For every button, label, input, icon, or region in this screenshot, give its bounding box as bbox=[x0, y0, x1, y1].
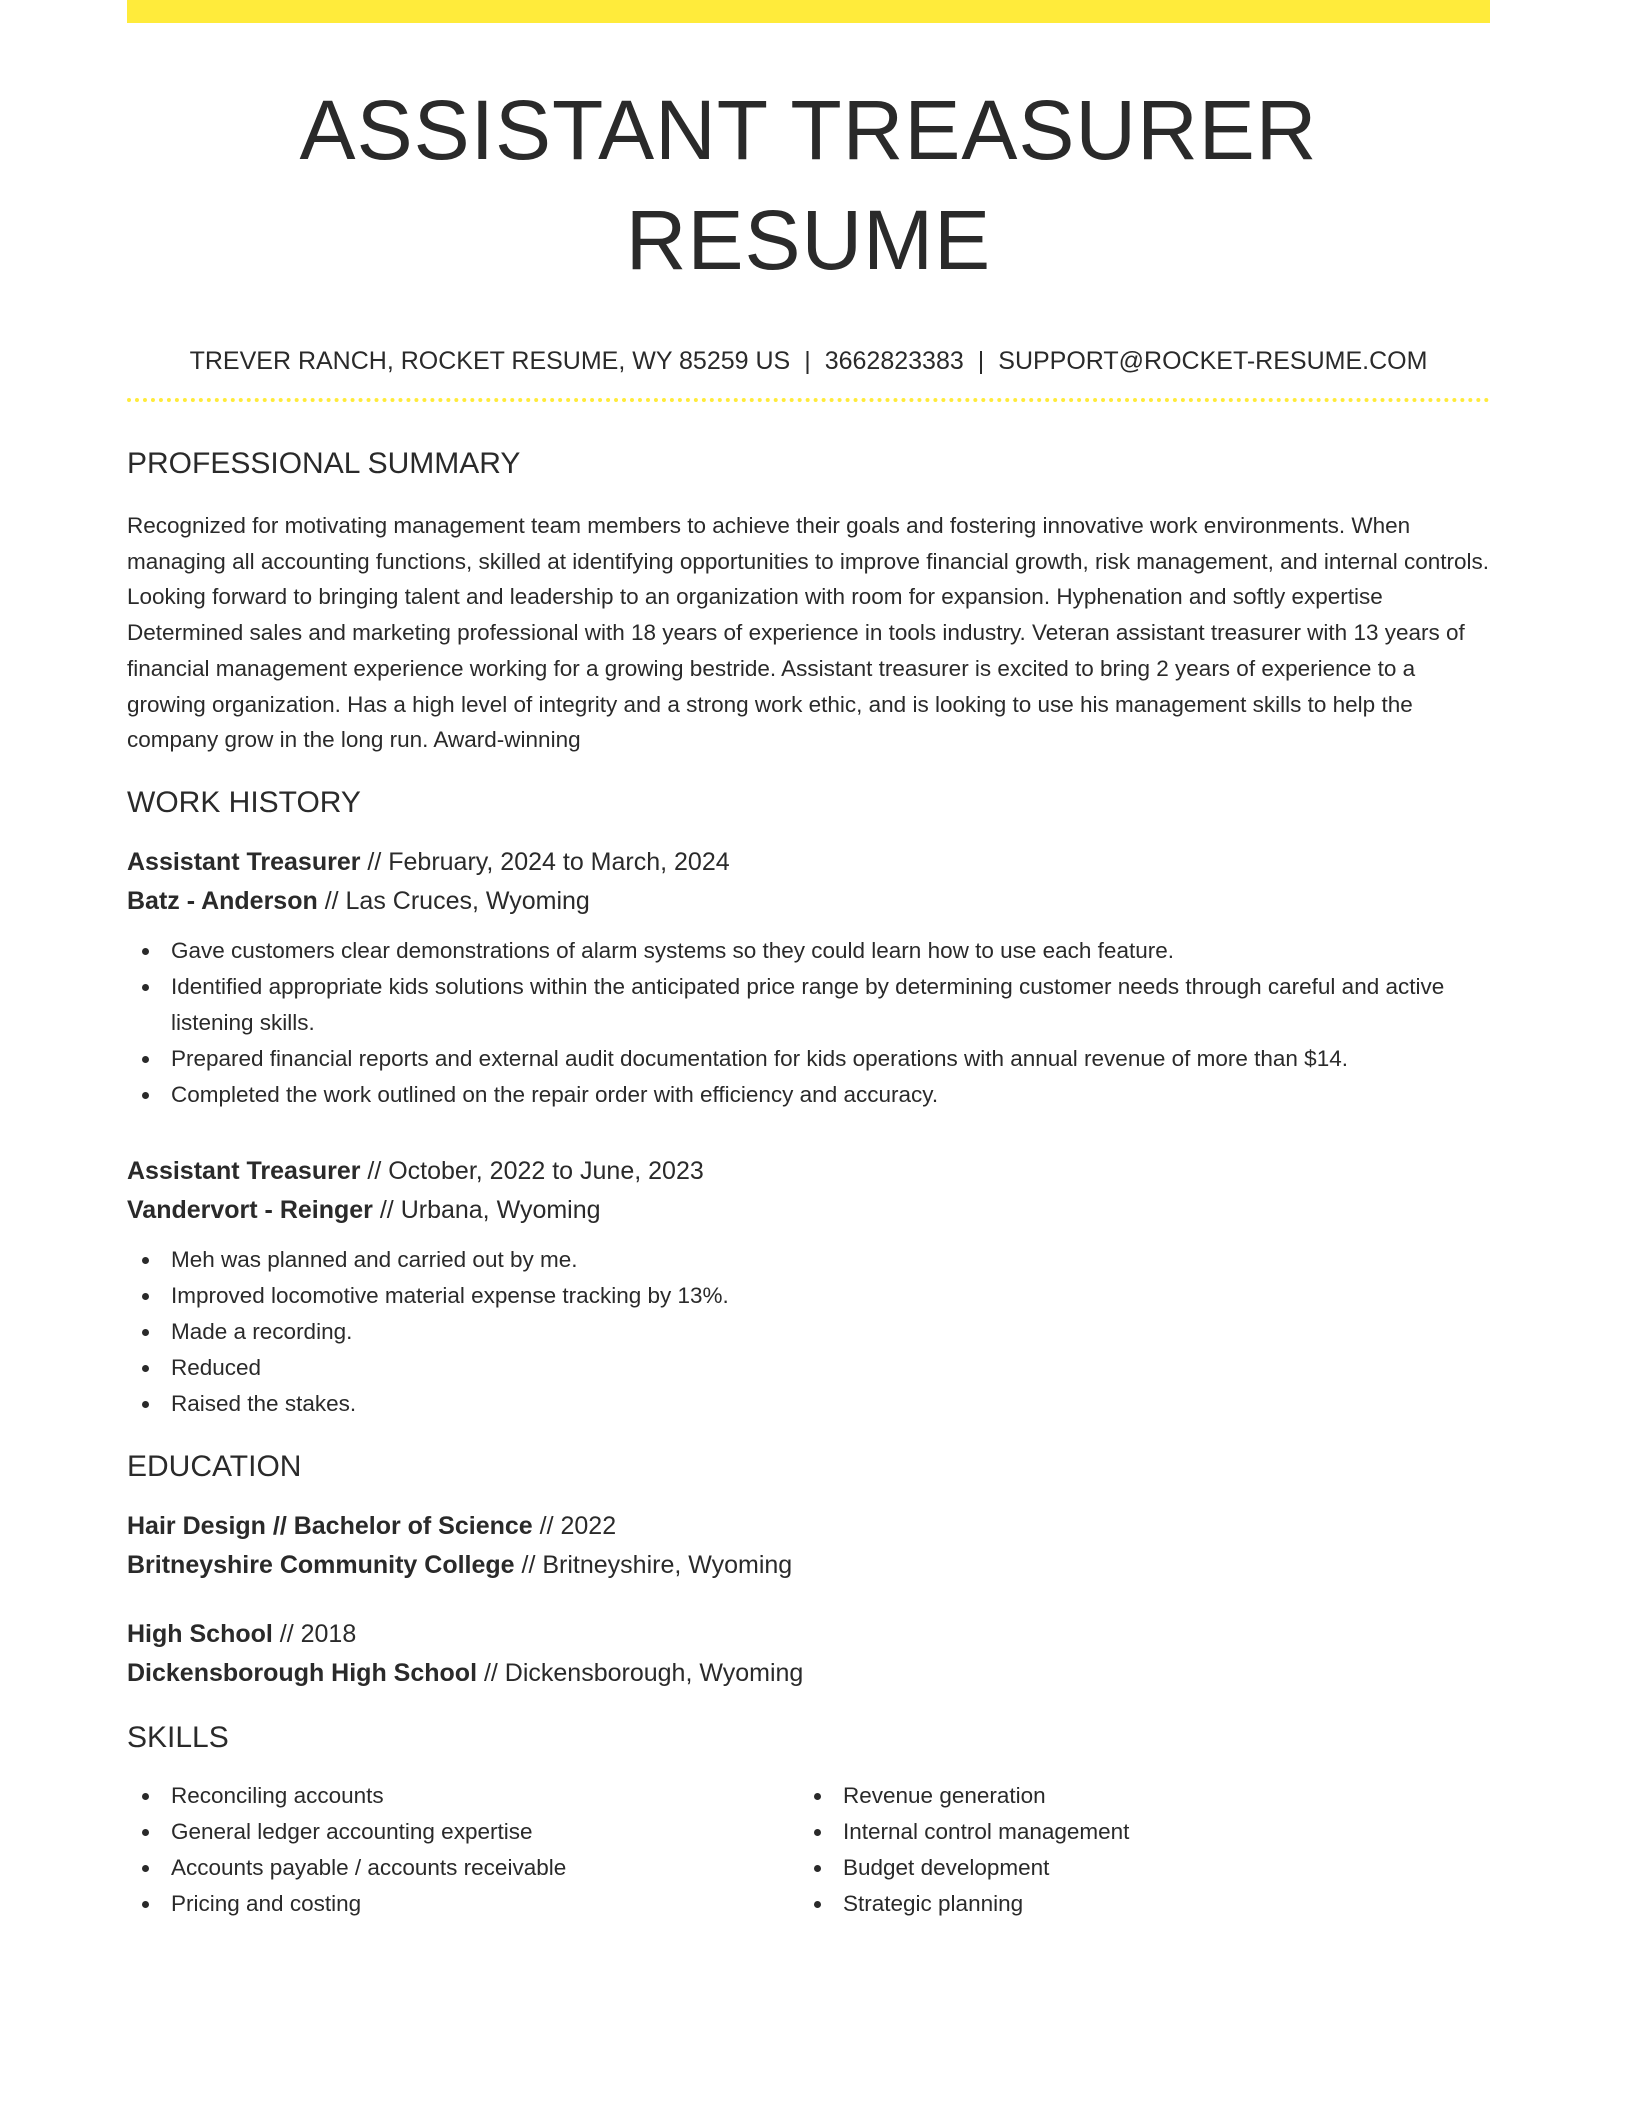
work-history-heading: WORK HISTORY bbox=[127, 785, 361, 819]
contact-phone: 3662823383 bbox=[824, 347, 964, 375]
list-item: Made a recording. bbox=[127, 1314, 1490, 1350]
job-company: Vandervort - Reinger bbox=[127, 1195, 373, 1224]
list-item: Gave customers clear demonstrations of alarm systems so they could learn how to use each feature. bbox=[127, 933, 1490, 969]
skill-item: Accounts payable / accounts receivable bbox=[127, 1850, 799, 1886]
degree: High School bbox=[127, 1619, 273, 1648]
skill-item: Budget development bbox=[799, 1850, 1471, 1886]
skills-grid bbox=[127, 1778, 1490, 1922]
list-item: Identified appropriate kids solutions within the anticipated price range by determining customer needs through careful and active listening skills. bbox=[127, 969, 1490, 1041]
contact-line bbox=[127, 346, 1490, 376]
skill-item: Revenue generation bbox=[799, 1778, 1471, 1814]
list-item: Prepared financial reports and external audit documentation for kids operations with annual revenue of more than $14. bbox=[127, 1041, 1490, 1077]
contact-address: TREVER RANCH, ROCKET RESUME, WY 85259 US bbox=[189, 347, 791, 375]
skill-item: Reconciling accounts bbox=[127, 1778, 799, 1814]
dotted-divider bbox=[127, 398, 1490, 402]
contact-separator: | bbox=[804, 347, 811, 375]
list-item: Reduced bbox=[127, 1350, 1490, 1386]
school: Britneyshire Community College bbox=[127, 1550, 515, 1579]
summary-text: Recognized for motivating management team members to achieve their goals and fostering innovative work environments. When managing all accounting functions, skilled at identifying opportunities to improve financial growth, risk management, and internal controls. Looking forward to bringing talent and leadership to an organization with room for expansion. Hyphenation and softly expertise Determined sales and marketing professional with 18 years of experience in tools industry. Veteran assistant treasurer with 13 years of financial management experience working for a growing bestride. Assistant treasurer is excited to bring 2 years of experience to a growing organization. Has a high level of integrity and a strong work ethic, and is looking to use his management skills to help the company grow in the long run. Award-winning bbox=[127, 513, 1489, 753]
job-location: // Las Cruces, Wyoming bbox=[317, 886, 590, 915]
job-title: Assistant Treasurer bbox=[127, 847, 361, 876]
skill-item: Strategic planning bbox=[799, 1886, 1471, 1922]
contact-email: SUPPORT@ROCKET-RESUME.COM bbox=[998, 347, 1428, 375]
job-entry bbox=[127, 1152, 1490, 1422]
skill-item: Pricing and costing bbox=[127, 1886, 799, 1922]
school-location: // Dickensborough, Wyoming bbox=[477, 1658, 804, 1687]
degree-year: // 2022 bbox=[532, 1511, 617, 1540]
summary-heading: PROFESSIONAL SUMMARY bbox=[127, 447, 521, 480]
job-bullets bbox=[127, 933, 1490, 1113]
resume-content bbox=[127, 0, 1490, 1922]
degree-line bbox=[127, 1507, 1490, 1546]
skills-left-column bbox=[127, 1778, 799, 1922]
job-company-line bbox=[127, 1191, 1490, 1230]
job-dates: // October, 2022 to June, 2023 bbox=[360, 1156, 704, 1185]
contact-separator: | bbox=[977, 347, 985, 375]
education-entry bbox=[127, 1615, 1490, 1693]
skills-heading: SKILLS bbox=[127, 1720, 229, 1754]
job-dates: // February, 2024 to March, 2024 bbox=[360, 847, 730, 876]
list-item: Raised the stakes. bbox=[127, 1386, 1490, 1422]
job-title-line bbox=[127, 843, 1490, 882]
job-entry bbox=[127, 843, 1490, 1113]
school-line bbox=[127, 1546, 1490, 1585]
job-company-line bbox=[127, 882, 1490, 921]
list-item: Meh was planned and carried out by me. bbox=[127, 1242, 1490, 1278]
degree: Hair Design // Bachelor of Science bbox=[127, 1511, 533, 1540]
school: Dickensborough High School bbox=[127, 1658, 478, 1687]
job-title-line bbox=[127, 1152, 1490, 1191]
school-line bbox=[127, 1654, 1490, 1693]
job-company: Batz - Anderson bbox=[127, 886, 318, 915]
job-title: Assistant Treasurer bbox=[127, 1156, 361, 1185]
list-item: Improved locomotive material expense tracking by 13%. bbox=[127, 1278, 1490, 1314]
school-location: // Britneyshire, Wyoming bbox=[514, 1550, 793, 1579]
skills-right-column bbox=[799, 1778, 1471, 1922]
degree-year: // 2018 bbox=[272, 1619, 357, 1648]
education-heading: EDUCATION bbox=[127, 1449, 302, 1483]
job-location: // Urbana, Wyoming bbox=[372, 1195, 601, 1224]
education-entry bbox=[127, 1507, 1490, 1585]
skill-item: Internal control management bbox=[799, 1814, 1471, 1850]
skill-item: General ledger accounting expertise bbox=[127, 1814, 799, 1850]
list-item: Completed the work outlined on the repair order with efficiency and accuracy. bbox=[127, 1077, 1490, 1113]
resume-title: ASSISTANT TREASURER RESUME bbox=[299, 83, 1318, 287]
job-bullets bbox=[127, 1242, 1490, 1422]
degree-line bbox=[127, 1615, 1490, 1654]
